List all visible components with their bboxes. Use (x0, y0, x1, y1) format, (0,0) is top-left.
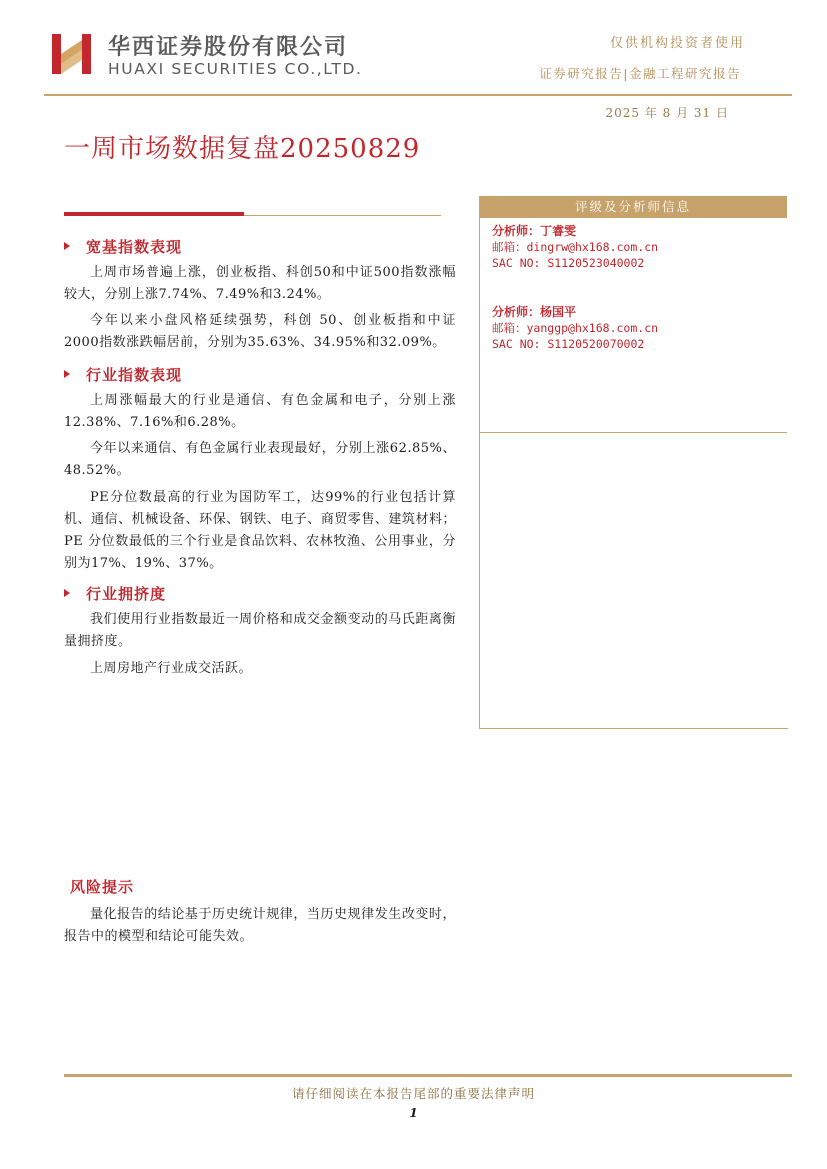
company-name-en: HUAXI SECURITIES CO.,LTD. (108, 60, 363, 78)
analyst-sac: SAC NO: S1120520070002 (492, 337, 645, 351)
analyst-name: 分析师：杨国平 (492, 305, 577, 319)
header-divider (44, 94, 792, 96)
report-title: 一周市场数据复盘20250829 (64, 134, 421, 164)
huaxi-logo-icon (52, 30, 96, 78)
section-heading-broad-index: 宽基指数表现 (64, 236, 182, 257)
paragraph: 上周房地产行业成交活跃。 (90, 661, 253, 676)
section-heading-crowding: 行业拥挤度 (64, 583, 166, 604)
analyst-info-title: 评级及分析师信息 (479, 196, 787, 218)
report-type: 证券研究报告|金融工程研究报告 (539, 66, 741, 81)
analyst-sac: SAC NO: S1120523040002 (492, 256, 645, 270)
paragraph: 上周涨幅最大的行业是通信、有色金属和电子，分别上涨12.38%、7.16%和6.28%。 (64, 393, 456, 430)
paragraph: 今年以来通信、有色金属行业表现最好，分别上涨62.85%、48.52%。 (64, 441, 456, 478)
title-divider-red (64, 212, 244, 216)
audience-note: 仅供机构投资者使用 (609, 36, 745, 51)
legal-notice: 请仔细阅读在本报告尾部的重要法律声明 (291, 1086, 535, 1101)
analyst-email[interactable]: 邮箱：dingrw@hx168.com.cn (492, 240, 659, 254)
info-box-divider (479, 432, 787, 433)
risk-heading: 风险提示 (70, 878, 135, 896)
analyst-email[interactable]: 邮箱：yanggp@hx168.com.cn (492, 321, 659, 335)
paragraph: 上周市场普遍上涨，创业板指、科创50和中证500指数涨幅较大，分别上涨7.74%、7.49%和3.24%。 (64, 265, 456, 302)
paragraph: 今年以来小盘风格延续强势，科创 50、创业板指和中证2000指数涨跌幅居前，分别为35.63%、34.95%和32.09%。 (64, 313, 456, 350)
analyst-name: 分析师：丁睿雯 (492, 224, 577, 238)
analyst-info-box (479, 196, 788, 729)
title-divider-gold (244, 215, 441, 216)
report-date: 2025 年 8 月 31 日 (605, 106, 729, 120)
page-number: 1 (409, 1106, 418, 1120)
footer-divider (64, 1074, 792, 1077)
arrow-bullet-icon (64, 370, 70, 378)
risk-text: 量化报告的结论基于历史统计规律，当历史规律发生改变时，报告中的模型和结论可能失效。 (64, 907, 456, 944)
paragraph: 我们使用行业指数最近一周价格和成交金额变动的马氏距离衡量拥挤度。 (64, 612, 456, 649)
arrow-bullet-icon (64, 242, 70, 250)
paragraph: PE分位数最高的行业为国防军工，达99%的行业包括计算机、通信、机械设备、环保、钢铁、电子、商贸零售、建筑材料；PE 分位数最低的三个行业是食品饮料、农林牧渔、公用事业，分别为17%、19%、37%。 (64, 490, 456, 571)
arrow-bullet-icon (64, 589, 70, 597)
company-name-cn: 华西证券股份有限公司 (108, 35, 349, 60)
section-heading-industry-index: 行业指数表现 (64, 364, 182, 385)
